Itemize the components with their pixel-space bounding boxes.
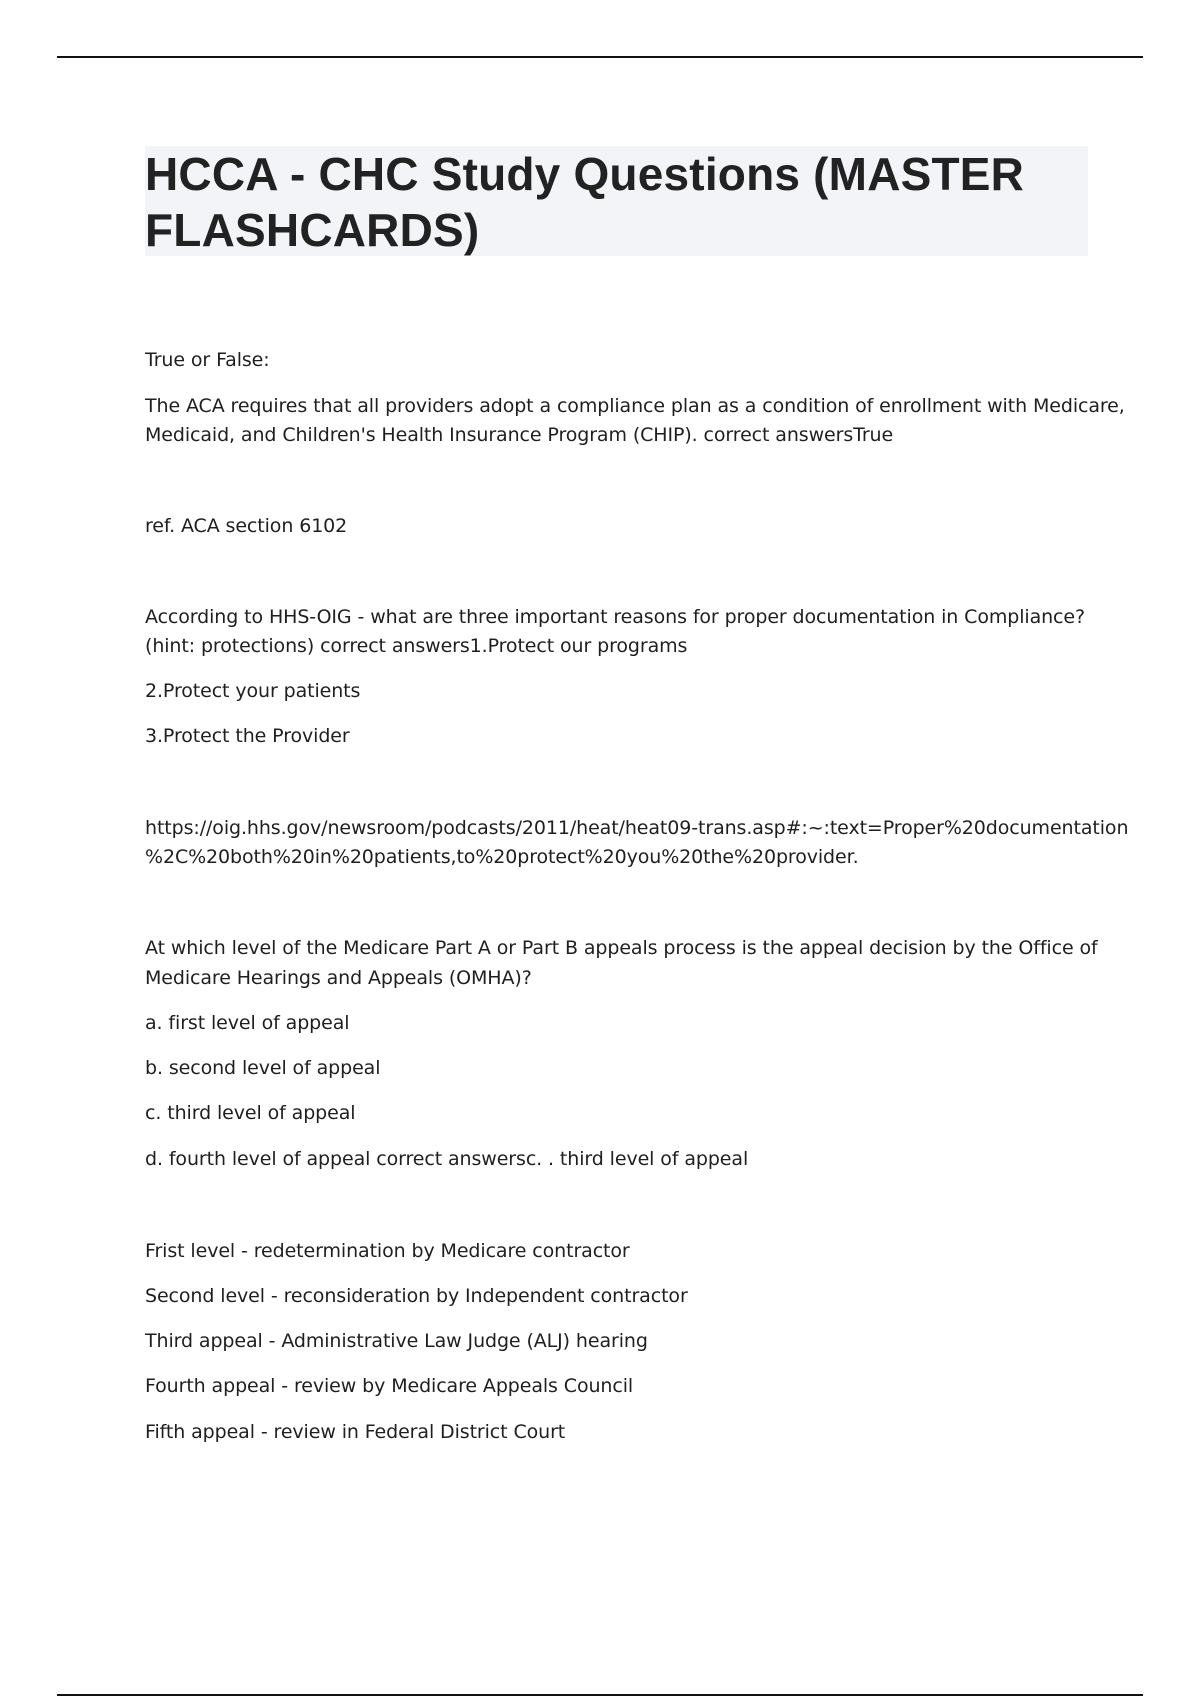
question-2-line-2: (hint: protections) correct answers1.Protect our programs xyxy=(145,635,688,657)
footer-rule xyxy=(57,1694,1143,1696)
question-2-answer-2: 2.Protect your patients xyxy=(145,680,361,702)
question-1-line-1: The ACA requires that all providers adopt a compliance plan as a condition of enrollment with Medicare, xyxy=(145,395,1125,417)
question-2-line-1: According to HHS-OIG - what are three important reasons for proper documentation in Compliance? xyxy=(145,606,1085,628)
document-title: HCCA - CHC Study Questions (MASTER FLASHCARDS) xyxy=(145,148,1025,256)
question-1-line-2: Medicaid, and Children's Health Insurance Program (CHIP). correct answersTrue xyxy=(145,424,894,446)
title-block xyxy=(145,146,1088,256)
question-3-option-a: a. first level of appeal xyxy=(145,1012,350,1034)
question-3-line-1: At which level of the Medicare Part A or Part B appeals process is the appeal decision by the Office of xyxy=(145,937,1098,959)
reference-url-line-2: %2C%20both%20in%20patients,to%20protect%20you%20the%20provider. xyxy=(145,846,859,868)
question-2-answer-3: 3.Protect the Provider xyxy=(145,725,350,747)
question-3-option-b: b. second level of appeal xyxy=(145,1057,381,1079)
appeal-level-3: Third appeal - Administrative Law Judge (ALJ) hearing xyxy=(145,1330,648,1352)
question-1-reference: ref. ACA section 6102 xyxy=(145,515,348,537)
appeal-level-1: Frist level - redetermination by Medicare contractor xyxy=(145,1240,630,1262)
appeal-level-5: Fifth appeal - review in Federal District Court xyxy=(145,1421,566,1443)
reference-url-line-1: https://oig.hhs.gov/newsroom/podcasts/2011/heat/heat09-trans.asp#:~:text=Proper%20documentation xyxy=(145,817,1129,839)
appeal-level-2: Second level - reconsideration by Independent contractor xyxy=(145,1285,688,1307)
question-3-option-c: c. third level of appeal xyxy=(145,1102,356,1124)
question-3-option-d: d. fourth level of appeal correct answersc. . third level of appeal xyxy=(145,1148,749,1170)
appeal-level-4: Fourth appeal - review by Medicare Appeals Council xyxy=(145,1375,634,1397)
question-1-prompt: True or False: xyxy=(145,349,270,371)
question-3-line-2: Medicare Hearings and Appeals (OMHA)? xyxy=(145,967,532,989)
header-rule xyxy=(57,56,1143,58)
